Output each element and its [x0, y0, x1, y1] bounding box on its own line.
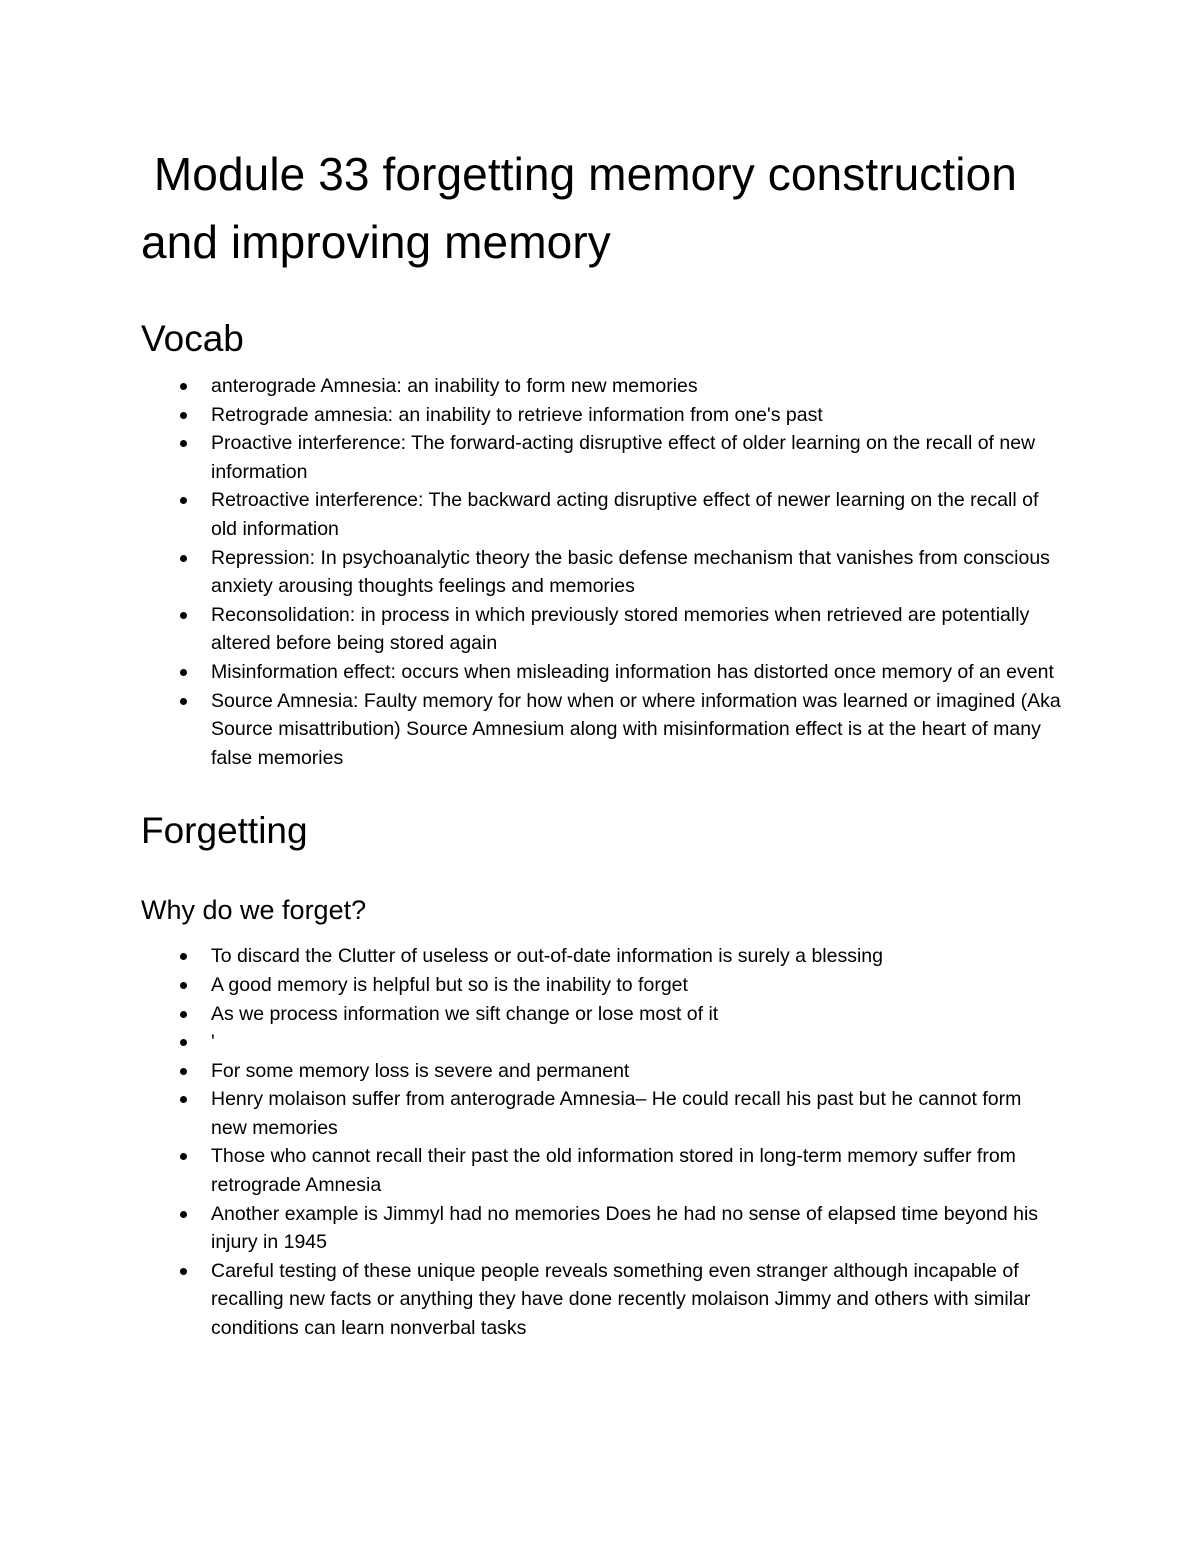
section-heading-forgetting: Forgetting — [141, 810, 308, 852]
list-item-text: As we process information we sift change or lose most of it — [211, 1002, 719, 1025]
list-item — [141, 372, 1061, 401]
bullet-icon — [180, 1211, 187, 1218]
list-item — [141, 687, 1061, 773]
bullet-icon — [180, 1039, 187, 1046]
bullet-icon — [180, 698, 187, 705]
bullet-icon — [180, 953, 187, 960]
subheading-why-do-we-forget: Why do we forget? — [141, 895, 367, 926]
list-item — [141, 429, 1061, 486]
list-item-text: Careful testing of these unique people reveals something even stranger although incapable of recalling new facts or anything they have done recently molaison Jimmy and others with similar conditions can learn nonverbal tasks — [211, 1259, 1031, 1340]
bullet-icon — [180, 1068, 187, 1075]
list-item — [141, 1057, 1061, 1086]
list-item-text: Source Amnesia: Faulty memory for how when or where information was learned or imagined (Aka Source misattribution) Source Amnesium along with misinformation effect is at the heart of many false memories — [211, 689, 1061, 769]
list-item-text: Another example is Jimmyl had no memories Does he had no sense of elapsed time beyond his injury in 1945 — [211, 1202, 1039, 1254]
list-item — [141, 601, 1061, 658]
list-item-text: Henry molaison suffer from anterograde Amnesia– He could recall his past but he cannot form new memories — [211, 1088, 1022, 1139]
list-item-text: anterograde Amnesia: an inability to form new memories — [211, 375, 698, 397]
list-item-text: Misinformation effect: occurs when misleading information has distorted once memory of an event — [211, 660, 1054, 683]
forgetting-list — [141, 942, 1061, 1342]
list-item-text: For some memory loss is severe and permanent — [211, 1059, 630, 1082]
list-item — [141, 1200, 1061, 1257]
bullet-icon — [180, 982, 187, 989]
bullet-icon — [180, 555, 187, 562]
section-heading-vocab: Vocab — [141, 318, 244, 359]
bullet-icon — [180, 412, 187, 419]
bullet-icon — [180, 1096, 187, 1103]
list-item — [141, 401, 1061, 430]
list-item — [141, 1000, 1061, 1029]
list-item — [141, 971, 1061, 1000]
bullet-icon — [180, 383, 187, 390]
vocab-list — [141, 372, 1061, 772]
list-item-text: Those who cannot recall their past the old information stored in long-term memory suffer from retrograde Amnesia — [211, 1145, 1016, 1197]
bullet-icon — [180, 1268, 187, 1275]
bullet-icon — [180, 669, 187, 676]
bullet-icon — [180, 1011, 187, 1018]
list-item — [141, 1142, 1061, 1199]
document-body — [141, 140, 1061, 1343]
list-item-text: Retrograde amnesia: an inability to retrieve information from one's past — [211, 403, 823, 426]
bullet-icon — [180, 1153, 187, 1160]
bullet-icon — [180, 612, 187, 619]
list-item — [141, 1085, 1061, 1142]
list-item-text: Proactive interference: The forward-acting disruptive effect of older learning on the recall of new information — [211, 432, 1036, 483]
list-item-text: To discard the Clutter of useless or out-of-date information is surely a blessing — [211, 945, 883, 968]
list-item-text: Repression: In psychoanalytic theory the basic defense mechanism that vanishes from conscious anxiety arousing thoughts feelings and memories — [211, 546, 1050, 598]
list-item-text: ' — [211, 1031, 215, 1054]
list-item — [141, 544, 1061, 601]
list-item-text: A good memory is helpful but so is the inability to forget — [211, 973, 688, 996]
list-item — [141, 658, 1061, 687]
list-item-text: Reconsolidation: in process in which previously stored memories when retrieved are potentially altered before being stored again — [211, 603, 1030, 655]
list-item — [141, 486, 1061, 543]
bullet-icon — [180, 497, 187, 504]
list-item-text: Retroactive interference: The backward acting disruptive effect of newer learning on the recall of old information — [211, 489, 1039, 540]
page-title: Module 33 forgetting memory construction and improving memory — [141, 148, 1030, 268]
bullet-icon — [180, 440, 187, 447]
list-item — [141, 1028, 1061, 1057]
list-item — [141, 942, 1061, 971]
list-item — [141, 1257, 1061, 1343]
